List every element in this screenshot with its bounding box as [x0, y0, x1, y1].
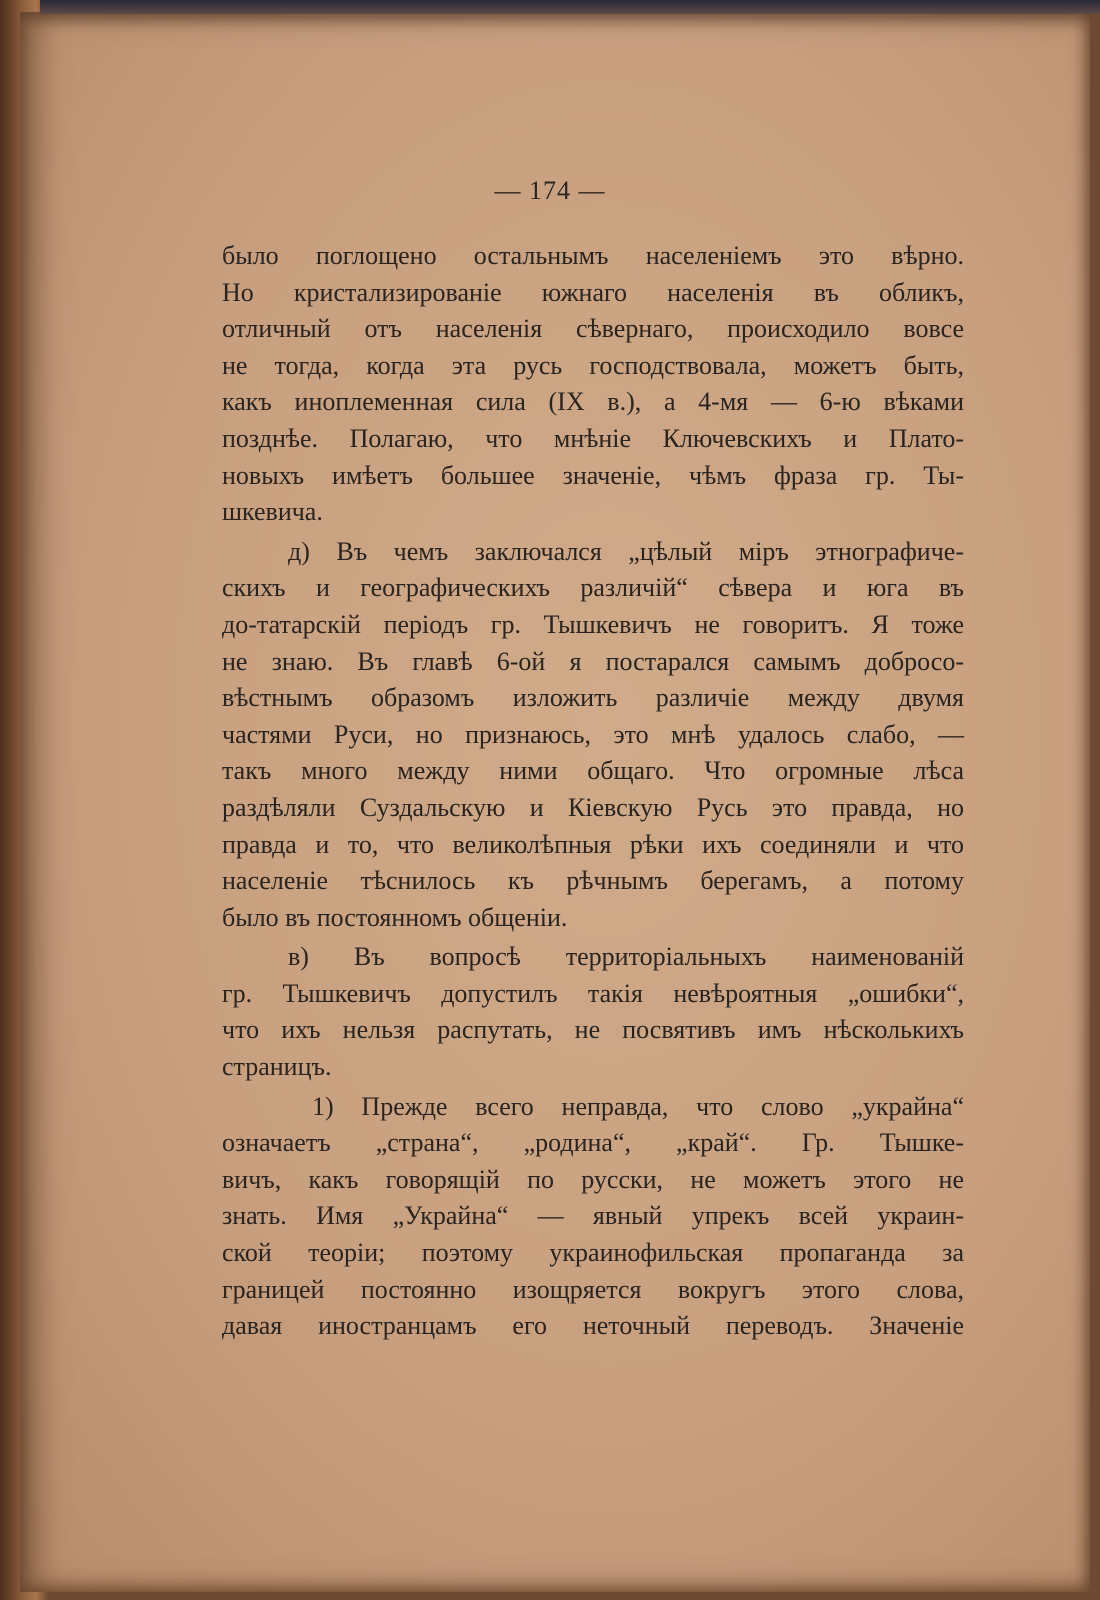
text-line: не знаю. Въ главѣ 6-ой я постарался самымъ добросо-: [222, 646, 964, 676]
text-line: частями Руси, но признаюсь, это мнѣ удалось слабо, —: [222, 719, 964, 749]
text-line: было въ постоянномъ общеніи.: [222, 902, 568, 932]
text-line: в) Въ вопросѣ территоріальныхъ наименованій: [288, 942, 964, 972]
text-line: до-татарскій періодъ гр. Тышкевичъ не говоритъ. Я тоже: [222, 609, 964, 639]
text-line: раздѣляли Суздальскую и Кіевскую Русь это правда, но: [222, 792, 964, 822]
text-line: означаетъ „страна“, „родина“, „край“. Гр. Тышке-: [222, 1128, 964, 1158]
text-line: знать. Имя „Украйна“ — явный упрекъ всей украин-: [222, 1201, 964, 1231]
top-edge-band: [40, 0, 1100, 14]
text-line: позднѣе. Полагаю, что мнѣніе Ключевскихъ и Плато-: [222, 423, 964, 453]
text-line: какъ иноплеменная сила (IX в.), а 4-мя — 6-ю вѣками: [222, 387, 964, 417]
text-line: отличный отъ населенія сѣвернаго, происходило вовсе: [222, 314, 964, 344]
text-line: д) Въ чемъ заключался „цѣлый міръ этнографиче-: [288, 536, 964, 566]
text-line: границей постоянно изощряется вокругъ этого слова,: [222, 1274, 964, 1304]
text-line: Но кристализированіе южнаго населенія въ обликъ,: [222, 277, 964, 307]
text-line: такъ много между ними общаго. Что огромные лѣса: [222, 756, 964, 786]
text-line: ской теоріи; поэтому украинофильская пропаганда за: [222, 1238, 964, 1268]
page-text: [222, 238, 964, 1345]
text-line: гр. Тышкевичъ допустилъ такія невѣроятныя „ошибки“,: [222, 978, 964, 1008]
text-line: новыхъ имѣетъ большее значеніе, чѣмъ фраза гр. Ты-: [222, 460, 964, 490]
text-line: населеніе тѣснилось къ рѣчнымъ берегамъ, а потому: [222, 866, 964, 896]
text-line: не тогда, когда эта русь господствовала, можетъ быть,: [222, 350, 964, 380]
text-line: правда и то, что великолѣпныя рѣки ихъ соединяли и что: [222, 829, 964, 859]
page-number: — 174 —: [494, 176, 606, 205]
text-line: вѣстнымъ образомъ изложить различіе между двумя: [222, 683, 964, 713]
text-line: было поглощено остальнымъ населеніемъ это вѣрно.: [222, 241, 964, 270]
text-line: шкевича.: [222, 497, 323, 527]
text-line: скихъ и географическихъ различій“ сѣвера и юга въ: [222, 573, 964, 603]
text-line: вичъ, какъ говорящій по русски, не можетъ этого не: [222, 1164, 964, 1194]
text-line: что ихъ нельзя распутать, не посвятивъ имъ нѣсколькихъ: [222, 1015, 964, 1045]
text-line: давая иностранцамъ его неточный переводъ. Значеніе: [222, 1311, 964, 1341]
text-line: 1) Прежде всего неправда, что слово „украйна“: [312, 1091, 964, 1121]
text-line: страницъ.: [222, 1052, 332, 1082]
